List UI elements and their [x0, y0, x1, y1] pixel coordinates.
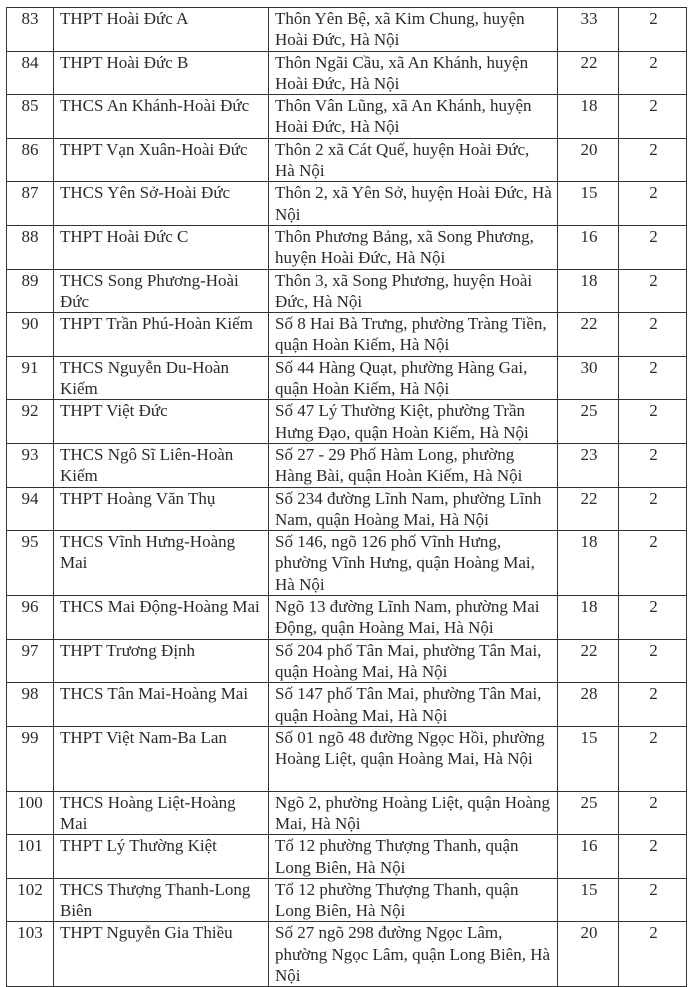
school-name: THPT Lý Thường Kiệt [54, 835, 269, 879]
count-value: 22 [558, 51, 619, 95]
table-row [7, 835, 687, 879]
school-address: Ngõ 2, phường Hoàng Liệt, quận Hoàng Mai, Hà Nội [269, 791, 558, 835]
row-number: 85 [7, 95, 54, 139]
count-value: 20 [558, 922, 619, 987]
school-address: Số 01 ngõ 48 đường Ngọc Hồi, phường Hoàng Liệt, quận Hoàng Mai, Hà Nội [269, 726, 558, 791]
table-row [7, 356, 687, 400]
count-value: 30 [558, 356, 619, 400]
schools-table [6, 7, 687, 987]
value-cell: 2 [619, 443, 687, 487]
value-cell: 2 [619, 878, 687, 922]
row-number: 101 [7, 835, 54, 879]
school-name: THPT Trần Phú-Hoàn Kiếm [54, 313, 269, 357]
school-name: THCS Tân Mai-Hoàng Mai [54, 683, 269, 727]
row-number: 99 [7, 726, 54, 791]
value-cell: 2 [619, 531, 687, 596]
school-address: Số 234 đường Lĩnh Nam, phường Lĩnh Nam, quận Hoàng Mai, Hà Nội [269, 487, 558, 531]
value-cell: 2 [619, 182, 687, 226]
row-number: 103 [7, 922, 54, 987]
row-number: 84 [7, 51, 54, 95]
count-value: 18 [558, 269, 619, 313]
table-row [7, 878, 687, 922]
school-name: THPT Nguyễn Gia Thiều [54, 922, 269, 987]
row-number: 97 [7, 639, 54, 683]
value-cell: 2 [619, 487, 687, 531]
school-name: THCS Song Phương-Hoài Đức [54, 269, 269, 313]
school-address: Ngõ 13 đường Lĩnh Nam, phường Mai Động, quận Hoàng Mai, Hà Nội [269, 596, 558, 640]
table-row [7, 225, 687, 269]
school-name: THCS Mai Động-Hoàng Mai [54, 596, 269, 640]
row-number: 102 [7, 878, 54, 922]
row-number: 90 [7, 313, 54, 357]
value-cell: 2 [619, 138, 687, 182]
row-number: 91 [7, 356, 54, 400]
row-number: 95 [7, 531, 54, 596]
row-number: 100 [7, 791, 54, 835]
table-row [7, 8, 687, 52]
school-name: THCS Ngô Sĩ Liên-Hoàn Kiếm [54, 443, 269, 487]
value-cell: 2 [619, 835, 687, 879]
school-address: Số 8 Hai Bà Trưng, phường Tràng Tiền, quận Hoàn Kiếm, Hà Nội [269, 313, 558, 357]
table-row [7, 313, 687, 357]
count-value: 18 [558, 531, 619, 596]
count-value: 23 [558, 443, 619, 487]
table-row [7, 95, 687, 139]
row-number: 86 [7, 138, 54, 182]
table-row [7, 443, 687, 487]
table-row [7, 138, 687, 182]
count-value: 22 [558, 639, 619, 683]
school-address: Số 47 Lý Thường Kiệt, phường Trần Hưng Đạo, quận Hoàn Kiếm, Hà Nội [269, 400, 558, 444]
school-address: Số 27 - 29 Phố Hàm Long, phường Hàng Bài, quận Hoàn Kiếm, Hà Nội [269, 443, 558, 487]
value-cell: 2 [619, 269, 687, 313]
table-row [7, 683, 687, 727]
school-address: Thôn Yên Bệ, xã Kim Chung, huyện Hoài Đức, Hà Nội [269, 8, 558, 52]
table-row [7, 269, 687, 313]
school-name: THCS Yên Sở-Hoài Đức [54, 182, 269, 226]
value-cell: 2 [619, 400, 687, 444]
row-number: 92 [7, 400, 54, 444]
value-cell: 2 [619, 683, 687, 727]
school-name: THPT Vạn Xuân-Hoài Đức [54, 138, 269, 182]
table-row [7, 400, 687, 444]
school-address: Tổ 12 phường Thượng Thanh, quận Long Biên, Hà Nội [269, 878, 558, 922]
row-number: 93 [7, 443, 54, 487]
value-cell: 2 [619, 922, 687, 987]
school-name: THPT Việt Nam-Ba Lan [54, 726, 269, 791]
value-cell: 2 [619, 51, 687, 95]
value-cell: 2 [619, 726, 687, 791]
table-row [7, 791, 687, 835]
count-value: 16 [558, 835, 619, 879]
value-cell: 2 [619, 225, 687, 269]
school-address: Số 147 phố Tân Mai, phường Tân Mai, quận Hoàng Mai, Hà Nội [269, 683, 558, 727]
value-cell: 2 [619, 313, 687, 357]
row-number: 87 [7, 182, 54, 226]
school-address: Thôn 3, xã Song Phương, huyện Hoài Đức, Hà Nội [269, 269, 558, 313]
school-name: THPT Hoàng Văn Thụ [54, 487, 269, 531]
school-name: THCS An Khánh-Hoài Đức [54, 95, 269, 139]
school-address: Thôn Vân Lũng, xã An Khánh, huyện Hoài Đức, Hà Nội [269, 95, 558, 139]
school-name: THPT Trương Định [54, 639, 269, 683]
school-address: Số 146, ngõ 126 phố Vĩnh Hưng, phường Vĩnh Hưng, quận Hoàng Mai, Hà Nội [269, 531, 558, 596]
count-value: 15 [558, 182, 619, 226]
value-cell: 2 [619, 791, 687, 835]
count-value: 20 [558, 138, 619, 182]
count-value: 25 [558, 791, 619, 835]
value-cell: 2 [619, 95, 687, 139]
school-address: Số 27 ngõ 298 đường Ngọc Lâm, phường Ngọc Lâm, quận Long Biên, Hà Nội [269, 922, 558, 987]
school-address: Thôn Ngãi Cầu, xã An Khánh, huyện Hoài Đức, Hà Nội [269, 51, 558, 95]
value-cell: 2 [619, 596, 687, 640]
school-name: THCS Thượng Thanh-Long Biên [54, 878, 269, 922]
school-address: Tổ 12 phường Thượng Thanh, quận Long Biên, Hà Nội [269, 835, 558, 879]
count-value: 22 [558, 313, 619, 357]
row-number: 83 [7, 8, 54, 52]
school-name: THCS Vĩnh Hưng-Hoàng Mai [54, 531, 269, 596]
school-address: Thôn Phương Bảng, xã Song Phương, huyện Hoài Đức, Hà Nội [269, 225, 558, 269]
value-cell: 2 [619, 356, 687, 400]
school-name: THPT Việt Đức [54, 400, 269, 444]
row-number: 89 [7, 269, 54, 313]
value-cell: 2 [619, 639, 687, 683]
school-address: Thôn 2, xã Yên Sở, huyện Hoài Đức, Hà Nội [269, 182, 558, 226]
value-cell: 2 [619, 8, 687, 52]
table-row [7, 922, 687, 987]
count-value: 18 [558, 596, 619, 640]
school-address: Thôn 2 xã Cát Quế, huyện Hoài Đức, Hà Nội [269, 138, 558, 182]
table-row [7, 639, 687, 683]
table-body [7, 8, 687, 987]
table-row [7, 531, 687, 596]
table-row [7, 487, 687, 531]
school-name: THCS Hoàng Liệt-Hoàng Mai [54, 791, 269, 835]
count-value: 18 [558, 95, 619, 139]
school-name: THPT Hoài Đức C [54, 225, 269, 269]
table-row [7, 596, 687, 640]
school-name: THCS Nguyễn Du-Hoàn Kiếm [54, 356, 269, 400]
row-number: 94 [7, 487, 54, 531]
table-row [7, 51, 687, 95]
row-number: 88 [7, 225, 54, 269]
school-name: THPT Hoài Đức A [54, 8, 269, 52]
table-row [7, 726, 687, 791]
count-value: 15 [558, 878, 619, 922]
count-value: 25 [558, 400, 619, 444]
row-number: 98 [7, 683, 54, 727]
school-address: Số 44 Hàng Quạt, phường Hàng Gai, quận Hoàn Kiếm, Hà Nội [269, 356, 558, 400]
school-address: Số 204 phố Tân Mai, phường Tân Mai, quận Hoàng Mai, Hà Nội [269, 639, 558, 683]
count-value: 28 [558, 683, 619, 727]
school-name: THPT Hoài Đức B [54, 51, 269, 95]
count-value: 15 [558, 726, 619, 791]
row-number: 96 [7, 596, 54, 640]
count-value: 16 [558, 225, 619, 269]
count-value: 22 [558, 487, 619, 531]
count-value: 33 [558, 8, 619, 52]
table-row [7, 182, 687, 226]
